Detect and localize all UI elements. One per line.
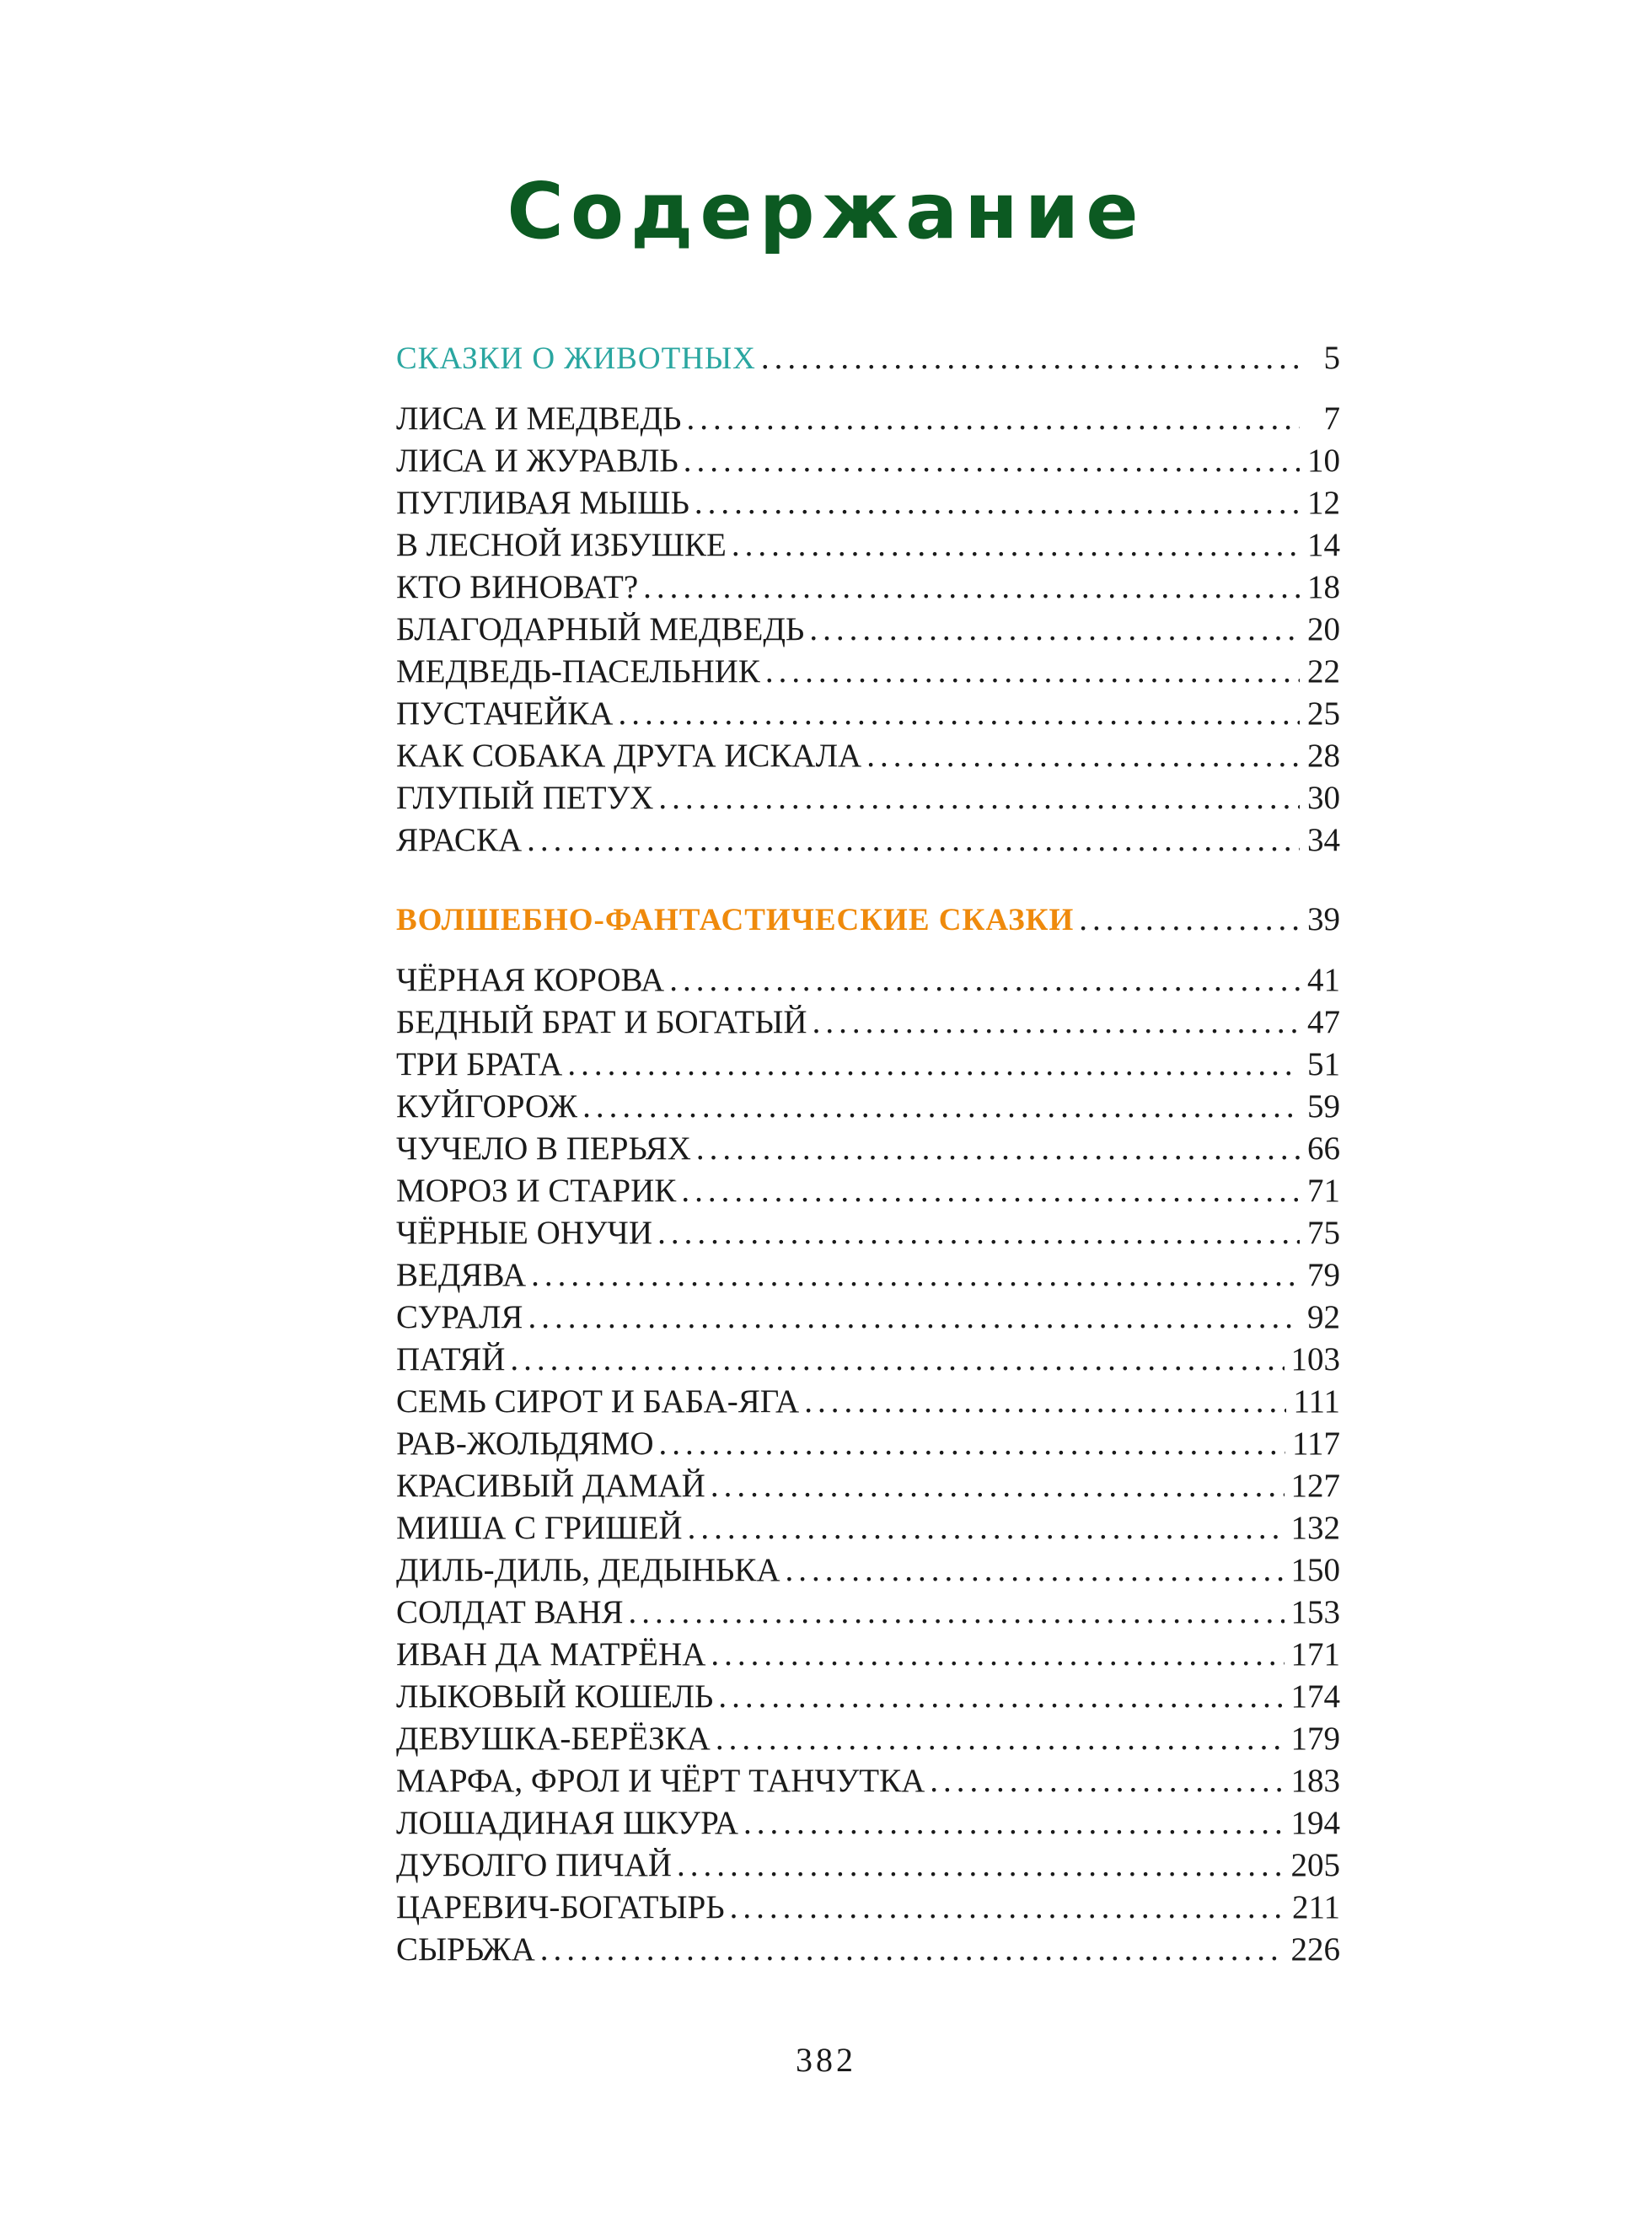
toc-entry-page: 12 [1307, 485, 1340, 521]
toc-entry[interactable] [396, 819, 1340, 862]
toc-entry[interactable] [396, 1381, 1340, 1423]
toc-entry-title: ИВАН ДА МАТРЁНА [396, 1636, 706, 1673]
dot-leader [732, 524, 1300, 566]
toc-entry[interactable] [396, 1339, 1340, 1381]
dot-leader [510, 1339, 1284, 1381]
dot-leader [711, 1465, 1285, 1507]
toc-entry[interactable] [396, 1676, 1340, 1718]
toc-entry-page: 171 [1290, 1636, 1340, 1673]
toc-entry[interactable] [396, 1634, 1340, 1676]
toc-entry[interactable] [396, 1760, 1340, 1802]
toc-entry-page: 59 [1307, 1088, 1340, 1125]
page-title: Содержание [507, 166, 1145, 256]
dot-leader [813, 1001, 1300, 1044]
toc-entry-page: 132 [1290, 1510, 1340, 1546]
dot-leader [786, 1549, 1285, 1592]
toc-entry-page: 179 [1290, 1721, 1340, 1757]
toc-entry[interactable] [396, 959, 1340, 1001]
toc-entry-title: ЛОШАДИНАЯ ШКУРА [396, 1805, 739, 1841]
toc-entry-title: ЧЁРНАЯ КОРОВА [396, 962, 665, 998]
toc-entry[interactable] [396, 1844, 1340, 1887]
dot-leader [695, 482, 1300, 524]
toc-entry-page: 28 [1307, 738, 1340, 774]
toc-entry[interactable] [396, 1001, 1340, 1044]
toc-entry-page: 71 [1307, 1173, 1340, 1209]
toc-entry-title: ЛИСА И МЕДВЕДЬ [396, 400, 682, 437]
toc-section-animals [396, 337, 1340, 862]
dot-leader [809, 609, 1300, 651]
toc-entry[interactable] [396, 1423, 1340, 1465]
toc-entry-title: ЧЁРНЫЕ ОНУЧИ [396, 1215, 653, 1251]
toc-entry-page: 226 [1290, 1931, 1340, 1968]
dot-leader [761, 337, 1300, 379]
dot-leader [718, 1676, 1284, 1718]
toc-entry-title: КРАСИВЫЙ ДАМАЙ [396, 1468, 705, 1504]
toc-entry-title: СОЛДАТ ВАНЯ [396, 1594, 624, 1630]
toc-entry[interactable] [396, 1802, 1340, 1844]
toc-entry-page: 34 [1307, 822, 1340, 858]
dot-leader [730, 1887, 1285, 1929]
toc-entry-title: ДУБОЛГО ПИЧАЙ [396, 1847, 672, 1883]
toc-entry-page: 47 [1307, 1004, 1340, 1040]
toc-entry-page: 183 [1290, 1763, 1340, 1799]
toc-entry-title: ДЕВУШКА-БЕРЁЗКА [396, 1721, 711, 1757]
toc-entry-page: 127 [1290, 1468, 1340, 1504]
dot-leader [669, 959, 1300, 1001]
dot-leader [582, 1086, 1300, 1128]
dot-leader [681, 1170, 1300, 1212]
dot-leader [528, 1297, 1300, 1339]
section-gap [396, 862, 1340, 899]
dot-leader [618, 693, 1300, 735]
page-number: 382 [796, 2041, 856, 2079]
dot-leader [658, 777, 1300, 819]
dot-leader [657, 1212, 1300, 1254]
dot-leader [684, 440, 1300, 482]
toc-entry-title: ЛИСА И ЖУРАВЛЬ [396, 443, 678, 479]
section-heading-page: 5 [1323, 340, 1340, 376]
toc-entry-page: 205 [1290, 1847, 1340, 1883]
dot-leader [686, 398, 1300, 440]
toc-entry[interactable] [396, 1592, 1340, 1634]
toc-entry[interactable] [396, 651, 1340, 693]
section-heading[interactable] [396, 899, 1340, 941]
toc-entry-title: ГЛУПЫЙ ПЕТУХ [396, 780, 654, 816]
toc-entry[interactable] [396, 609, 1340, 651]
toc-entry-title: КАК СОБАКА ДРУГА ИСКАЛА [396, 738, 862, 774]
toc-entry-title: СЫРЬЖА [396, 1931, 535, 1968]
toc-entry-title: СУРАЛЯ [396, 1299, 523, 1335]
toc-entry-title: ТРИ БРАТА [396, 1046, 563, 1082]
toc-entry-page: 153 [1290, 1594, 1340, 1630]
section-heading-page: 39 [1307, 901, 1340, 937]
toc-entry-page: 174 [1290, 1678, 1340, 1715]
toc-entry-title: КТО ВИНОВАТ? [396, 569, 639, 605]
toc-entry-title: ЦАРЕВИЧ-БОГАТЫРЬ [396, 1889, 725, 1925]
toc-entry-title: БЕДНЫЙ БРАТ И БОГАТЫЙ [396, 1004, 807, 1040]
toc-entry[interactable] [396, 1929, 1340, 1971]
toc-entry[interactable] [396, 1465, 1340, 1507]
toc-entry-page: 7 [1323, 400, 1340, 437]
toc-entry[interactable] [396, 777, 1340, 819]
toc-entry[interactable] [396, 1549, 1340, 1592]
toc-entry-page: 150 [1290, 1552, 1340, 1588]
dot-leader [540, 1929, 1285, 1971]
toc-entry-page: 79 [1307, 1257, 1340, 1293]
toc-entry[interactable] [396, 1212, 1340, 1254]
toc-entry[interactable] [396, 482, 1340, 524]
toc-entry-title: МАРФА, ФРОЛ И ЧЁРТ ТАНЧУТКА [396, 1763, 925, 1799]
toc-entry-title: МОРОЗ И СТАРИК [396, 1173, 677, 1209]
toc-entry[interactable] [396, 524, 1340, 566]
toc-entry-page: 22 [1307, 653, 1340, 690]
dot-leader [643, 566, 1300, 609]
toc-entry[interactable] [396, 1887, 1340, 1929]
dot-leader [659, 1423, 1285, 1465]
toc-entry-page: 75 [1307, 1215, 1340, 1251]
dot-leader [930, 1760, 1284, 1802]
dot-leader [804, 1381, 1286, 1423]
dot-leader [531, 1254, 1300, 1297]
dot-leader [1079, 899, 1300, 941]
dot-leader [743, 1802, 1284, 1844]
toc-entry[interactable] [396, 440, 1340, 482]
toc-entry[interactable] [396, 693, 1340, 735]
table-of-contents [396, 337, 1340, 1971]
dot-leader [688, 1507, 1285, 1549]
toc-entry[interactable] [396, 1507, 1340, 1549]
toc-entry-page: 30 [1307, 780, 1340, 816]
toc-entry-title: СЕМЬ СИРОТ И БАБА-ЯГА [396, 1383, 800, 1420]
toc-entry-title: КУЙГОРОЖ [396, 1088, 578, 1125]
toc-entry-page: 211 [1291, 1889, 1340, 1925]
toc-entry-title: РАВ-ЖОЛЬДЯМО [396, 1426, 654, 1462]
toc-entry-page: 51 [1307, 1046, 1340, 1082]
section-heading-title: ВОЛШЕБНО-ФАНТАСТИЧЕСКИЕ СКАЗКИ [396, 903, 1075, 937]
toc-entry[interactable] [396, 1254, 1340, 1297]
toc-entry-page: 41 [1307, 962, 1340, 998]
toc-entry-page: 92 [1307, 1299, 1340, 1335]
toc-entry[interactable] [396, 1718, 1340, 1760]
toc-entry[interactable] [396, 566, 1340, 609]
toc-entry-page: 25 [1307, 695, 1340, 732]
toc-entry-title: ПАТЯЙ [396, 1341, 506, 1377]
toc-entry-page: 117 [1291, 1426, 1340, 1462]
section-heading[interactable] [396, 337, 1340, 379]
toc-entry-page: 103 [1290, 1341, 1340, 1377]
toc-entry-title: В ЛЕСНОЙ ИЗБУШКЕ [396, 527, 727, 563]
dot-leader [711, 1634, 1284, 1676]
toc-entry-title: ДИЛЬ-ДИЛЬ, ДЕДЫНЬКА [396, 1552, 780, 1588]
toc-entry-title: МЕДВЕДЬ-ПАСЕЛЬНИК [396, 653, 760, 690]
toc-entry-page: 20 [1307, 611, 1340, 647]
toc-entry-title: ЧУЧЕЛО В ПЕРЬЯХ [396, 1130, 691, 1167]
dot-leader [527, 819, 1300, 862]
toc-entry[interactable] [396, 1086, 1340, 1128]
dot-leader [677, 1844, 1285, 1887]
toc-entry-page: 14 [1307, 527, 1340, 563]
dot-leader [765, 651, 1300, 693]
toc-entry[interactable] [396, 1297, 1340, 1339]
toc-entry[interactable] [396, 1128, 1340, 1170]
toc-entry-title: БЛАГОДАРНЫЙ МЕДВЕДЬ [396, 611, 805, 647]
toc-entry-page: 66 [1307, 1130, 1340, 1167]
toc-section-magic [396, 899, 1340, 1971]
toc-entry-page: 194 [1290, 1805, 1340, 1841]
toc-entry[interactable] [396, 1170, 1340, 1212]
toc-entry-title: ПУГЛИВАЯ МЫШЬ [396, 485, 689, 521]
dot-leader [716, 1718, 1285, 1760]
toc-entry-page: 10 [1307, 443, 1340, 479]
toc-entry-title: ЯРАСКА [396, 822, 523, 858]
toc-entry-title: МИША С ГРИШЕЙ [396, 1510, 683, 1546]
dot-leader [629, 1592, 1285, 1634]
toc-entry-page: 111 [1293, 1383, 1340, 1420]
dot-leader [866, 735, 1300, 777]
toc-entry-title: ПУСТАЧЕЙКА [396, 695, 614, 732]
toc-entry-title: ЛЫКОВЫЙ КОШЕЛЬ [396, 1678, 714, 1715]
toc-entry-page: 18 [1307, 569, 1340, 605]
toc-entry-title: ВЕДЯВА [396, 1257, 527, 1293]
toc-entry[interactable] [396, 398, 1340, 440]
toc-entry[interactable] [396, 735, 1340, 777]
section-heading-title: СКАЗКИ О ЖИВОТНЫХ [396, 341, 756, 376]
dot-leader [696, 1128, 1300, 1170]
dot-leader [567, 1044, 1300, 1086]
toc-entry[interactable] [396, 1044, 1340, 1086]
